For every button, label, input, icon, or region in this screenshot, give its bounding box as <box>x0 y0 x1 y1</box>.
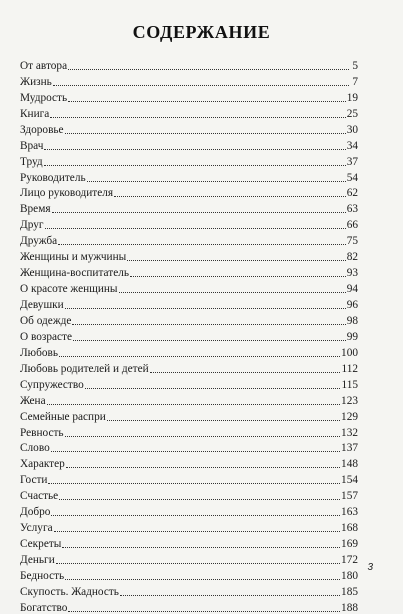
toc-entry-title: Гости <box>20 474 48 487</box>
toc-entry-page-number: 82 <box>346 251 358 264</box>
dot-leader <box>65 132 346 134</box>
dot-leader <box>107 419 340 421</box>
toc-entry-title: Характер <box>20 458 65 471</box>
dot-leader <box>85 387 341 389</box>
toc-entry-page-number: 100 <box>341 346 358 359</box>
toc-entry-title: Слово <box>20 442 50 455</box>
toc-entry-page-number: 7 <box>352 75 358 88</box>
toc-entry-title: Скупость. Жадность <box>20 585 119 598</box>
toc-entry <box>20 486 358 502</box>
toc-entry <box>20 184 358 200</box>
dot-leader <box>47 403 340 405</box>
toc-entry-page-number: 132 <box>341 426 358 439</box>
toc-entry-title: Жизнь <box>20 75 52 88</box>
dot-leader <box>150 371 341 373</box>
toc-entry <box>20 136 358 152</box>
toc-entry-page-number: 25 <box>346 107 358 120</box>
toc-entry-title: Любовь <box>20 346 58 359</box>
dot-leader <box>45 227 346 229</box>
toc-entry <box>20 470 358 486</box>
page-number: 3 <box>367 562 373 573</box>
toc-entry <box>20 311 358 327</box>
dot-leader <box>56 562 340 564</box>
toc-entry-page-number: 185 <box>341 585 358 598</box>
dot-leader <box>59 498 340 500</box>
toc-entry <box>20 168 358 184</box>
dot-leader <box>52 211 346 213</box>
toc-entry-title: Счастье <box>20 490 59 503</box>
toc-entry <box>20 72 358 88</box>
dot-leader <box>59 355 340 357</box>
toc-entry <box>20 263 358 279</box>
toc-entry <box>20 534 358 550</box>
toc-entry <box>20 88 358 104</box>
toc-entry-title: Лицо руководителя <box>20 187 114 200</box>
dot-leader <box>72 323 345 325</box>
toc-entry-page-number: 19 <box>346 91 358 104</box>
toc-entry-page-number: 148 <box>341 458 358 471</box>
toc-entry <box>20 152 358 168</box>
table-of-contents <box>20 56 358 614</box>
toc-entry-page-number: 96 <box>346 299 358 311</box>
toc-entry-page-number: 129 <box>341 410 358 423</box>
toc-entry <box>20 423 358 439</box>
toc-entry-title: Женщина-воспитатель <box>20 267 130 280</box>
toc-entry-title: Бедность <box>20 569 65 582</box>
toc-entry <box>20 439 358 455</box>
toc-entry-page-number: 112 <box>341 362 358 375</box>
page-title: СОДЕРЖАНИЕ <box>132 22 271 42</box>
toc-entry-title: Об одежде <box>20 314 72 327</box>
dot-leader <box>68 68 349 70</box>
dot-leader <box>120 594 340 596</box>
dot-leader <box>51 514 340 516</box>
toc-entry-page-number: 94 <box>346 283 358 296</box>
toc-entry-page-number: 98 <box>346 314 358 327</box>
toc-entry-title: Врач <box>20 139 44 152</box>
toc-entry-page-number: 75 <box>346 235 358 248</box>
dot-leader <box>119 291 346 293</box>
toc-entry-title: Семейные распри <box>20 410 106 423</box>
toc-entry-page-number: 163 <box>341 506 358 519</box>
dot-leader <box>68 100 346 102</box>
toc-entry <box>20 502 358 518</box>
dot-leader <box>66 466 340 468</box>
toc-entry-title: О возрасте <box>20 330 72 343</box>
toc-entry-page-number: 157 <box>341 490 358 503</box>
toc-entry-title: Девушки <box>20 299 64 311</box>
dot-leader <box>68 610 340 612</box>
toc-entry-title: Время <box>20 203 51 216</box>
toc-entry-page-number: 154 <box>341 474 358 487</box>
toc-entry-page-number: 5 <box>352 59 358 72</box>
toc-entry-title: Труд <box>20 155 43 168</box>
toc-entry-page-number: 168 <box>341 522 358 535</box>
toc-entry-page-number: 37 <box>346 155 358 168</box>
dot-leader <box>73 339 346 341</box>
toc-entry-page-number: 66 <box>346 219 358 232</box>
toc-entry-page-number: 93 <box>346 267 358 280</box>
toc-entry-title: Ревность <box>20 426 64 439</box>
toc-entry-title: Друг <box>20 219 44 232</box>
toc-entry <box>20 343 358 359</box>
toc-entry-page-number: 34 <box>346 139 358 152</box>
toc-entry-title: Супружество <box>20 378 84 391</box>
toc-entry-title: Любовь родителей и детей <box>20 362 149 375</box>
toc-entry-title: Руководитель <box>20 171 86 184</box>
toc-entry <box>20 454 358 470</box>
dot-leader <box>65 307 346 309</box>
toc-entry-title: Жена <box>20 394 46 407</box>
toc-entry <box>20 566 358 582</box>
dot-leader <box>44 148 345 150</box>
toc-entry <box>20 247 358 263</box>
toc-entry-page-number: 172 <box>341 554 358 566</box>
toc-entry-page-number: 30 <box>346 123 358 136</box>
toc-entry <box>20 215 358 231</box>
toc-entry-page-number: 123 <box>341 394 358 407</box>
toc-entry-title: Книга <box>20 107 50 120</box>
toc-entry-title: Добро <box>20 506 51 519</box>
toc-entry-title: Женщины и мужчины <box>20 251 127 264</box>
toc-entry <box>20 199 358 215</box>
toc-entry <box>20 359 358 375</box>
toc-entry <box>20 550 358 566</box>
toc-entry-page-number: 115 <box>341 378 358 391</box>
toc-entry-page-number: 180 <box>341 569 358 582</box>
dot-leader <box>65 578 340 580</box>
toc-entry <box>20 279 358 295</box>
toc-entry <box>20 391 358 407</box>
toc-entry-page-number: 62 <box>346 187 358 200</box>
toc-entry <box>20 56 358 72</box>
toc-entry <box>20 231 358 247</box>
dot-leader <box>54 530 340 532</box>
toc-entry-page-number: 63 <box>346 203 358 216</box>
toc-entry <box>20 407 358 423</box>
dot-leader <box>65 435 340 437</box>
dot-leader <box>53 84 349 86</box>
dot-leader <box>48 482 340 484</box>
toc-entry-title: Секреты <box>20 538 62 551</box>
toc-entry-page-number: 137 <box>341 442 358 455</box>
toc-entry-title: Мудрость <box>20 91 68 104</box>
dot-leader <box>51 450 340 452</box>
dot-leader <box>87 180 346 182</box>
dot-leader <box>127 259 345 261</box>
toc-entry-title: Услуга <box>20 522 53 535</box>
toc-entry-page-number: 169 <box>341 538 358 551</box>
dot-leader <box>58 243 346 245</box>
toc-entry <box>20 120 358 136</box>
toc-entry-title: Здоровье <box>20 123 64 136</box>
toc-entry <box>20 104 358 120</box>
dot-leader <box>114 195 346 197</box>
toc-entry <box>20 295 358 311</box>
toc-entry-title: Деньги <box>20 554 55 566</box>
toc-entry-page-number: 54 <box>346 171 358 184</box>
toc-entry <box>20 327 358 343</box>
dot-leader <box>130 275 346 277</box>
toc-entry-title: О красоте женщины <box>20 283 118 296</box>
toc-entry-page-number: 99 <box>346 330 358 343</box>
dot-leader <box>62 546 340 548</box>
dot-leader <box>50 116 345 118</box>
toc-entry-title: От автора <box>20 59 68 72</box>
toc-entry-page-number: 188 <box>341 601 358 614</box>
toc-entry-title: Богатство <box>20 601 68 614</box>
dot-leader <box>44 164 346 166</box>
toc-entry-title: Дружба <box>20 235 58 248</box>
toc-entry <box>20 518 358 534</box>
toc-entry <box>20 375 358 391</box>
toc-entry <box>20 598 358 614</box>
